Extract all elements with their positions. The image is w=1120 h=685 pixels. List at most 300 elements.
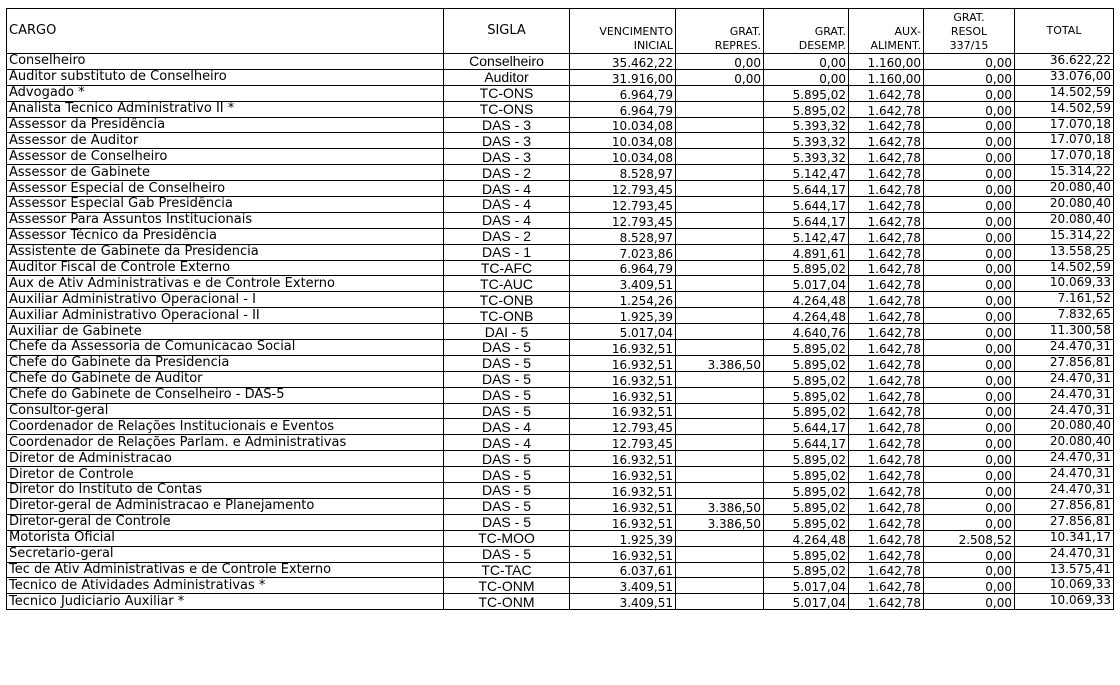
- table-row: [7, 355, 1114, 371]
- table-row: [7, 451, 1114, 467]
- cell-aux-aliment: 1.642,78: [849, 292, 924, 308]
- cell-grat-repres: [676, 276, 764, 292]
- cell-total: 11.300,58: [1015, 324, 1114, 340]
- cell-vencimento-inicial: 6.964,79: [570, 85, 676, 101]
- cell-grat-resol: 0,00: [924, 578, 1015, 594]
- cell-vencimento-inicial: 16.932,51: [570, 483, 676, 499]
- cell-grat-desemp: 5.644,17: [764, 212, 849, 228]
- cell-grat-resol: 0,00: [924, 69, 1015, 85]
- cell-total: 36.622,22: [1015, 54, 1114, 70]
- cell-sigla: TC-ONB: [444, 292, 570, 308]
- cell-total: 20.080,40: [1015, 419, 1114, 435]
- cell-grat-desemp: 5.895,02: [764, 451, 849, 467]
- cell-cargo: Assessor Para Assuntos Institucionais: [7, 212, 444, 228]
- table-row: [7, 117, 1114, 133]
- table-row: [7, 387, 1114, 403]
- cell-grat-resol: 0,00: [924, 546, 1015, 562]
- table-row: [7, 594, 1114, 610]
- cell-sigla: DAS - 4: [444, 435, 570, 451]
- cell-total: 15.314,22: [1015, 165, 1114, 181]
- header-vencimento-line2: INICIAL: [633, 39, 673, 52]
- table-row: [7, 324, 1114, 340]
- cell-total: 10.069,33: [1015, 578, 1114, 594]
- cell-aux-aliment: 1.160,00: [849, 54, 924, 70]
- cell-cargo: Diretor do Instituto de Contas: [7, 483, 444, 499]
- cell-grat-desemp: 4.640,76: [764, 324, 849, 340]
- cell-cargo: Advogado *: [7, 85, 444, 101]
- cell-cargo: Tecnico de Atividades Administrativas *: [7, 578, 444, 594]
- cell-grat-desemp: 5.895,02: [764, 371, 849, 387]
- cell-vencimento-inicial: 16.932,51: [570, 403, 676, 419]
- cell-aux-aliment: 1.642,78: [849, 498, 924, 514]
- cell-vencimento-inicial: 3.409,51: [570, 578, 676, 594]
- cell-grat-resol: 0,00: [924, 483, 1015, 499]
- header-sigla: SIGLA: [444, 9, 570, 54]
- table-row: [7, 578, 1114, 594]
- table-row: [7, 308, 1114, 324]
- cell-total: 17.070,18: [1015, 133, 1114, 149]
- cell-grat-repres: [676, 85, 764, 101]
- cell-vencimento-inicial: 1.925,39: [570, 308, 676, 324]
- cell-grat-repres: [676, 244, 764, 260]
- cell-cargo: Diretor-geral de Administracao e Planejamento: [7, 498, 444, 514]
- cell-vencimento-inicial: 16.932,51: [570, 498, 676, 514]
- cell-grat-desemp: 5.895,02: [764, 387, 849, 403]
- cell-aux-aliment: 1.642,78: [849, 133, 924, 149]
- cell-grat-desemp: 5.895,02: [764, 514, 849, 530]
- cell-total: 14.502,59: [1015, 260, 1114, 276]
- cell-aux-aliment: 1.642,78: [849, 101, 924, 117]
- cell-grat-desemp: 5.644,17: [764, 181, 849, 197]
- cell-grat-resol: 2.508,52: [924, 530, 1015, 546]
- cell-grat-resol: 0,00: [924, 292, 1015, 308]
- header-grat-resol-line3: 337/15: [949, 39, 989, 52]
- cell-cargo: Chefe do Gabinete de Auditor: [7, 371, 444, 387]
- cell-grat-resol: 0,00: [924, 451, 1015, 467]
- cell-vencimento-inicial: 6.037,61: [570, 562, 676, 578]
- cell-grat-repres: [676, 419, 764, 435]
- cell-grat-desemp: 0,00: [764, 69, 849, 85]
- cell-grat-repres: 0,00: [676, 54, 764, 70]
- cell-aux-aliment: 1.642,78: [849, 276, 924, 292]
- header-grat-resol: [924, 9, 1015, 54]
- cell-cargo: Chefe do Gabinete de Conselheiro - DAS-5: [7, 387, 444, 403]
- cell-cargo: Secretario-geral: [7, 546, 444, 562]
- cell-aux-aliment: 1.642,78: [849, 228, 924, 244]
- cell-sigla: TC-ONS: [444, 101, 570, 117]
- cell-grat-repres: 3.386,50: [676, 498, 764, 514]
- cell-cargo: Assessor Especial de Conselheiro: [7, 181, 444, 197]
- cell-grat-repres: [676, 594, 764, 610]
- cell-vencimento-inicial: 12.793,45: [570, 435, 676, 451]
- cell-sigla: TC-ONS: [444, 85, 570, 101]
- cell-sigla: TC-ONB: [444, 308, 570, 324]
- cell-grat-desemp: 5.895,02: [764, 355, 849, 371]
- cell-grat-desemp: 5.895,02: [764, 483, 849, 499]
- table-row: [7, 101, 1114, 117]
- cell-sigla: DAS - 5: [444, 451, 570, 467]
- table-row: [7, 514, 1114, 530]
- cell-total: 24.470,31: [1015, 387, 1114, 403]
- cell-grat-repres: [676, 181, 764, 197]
- cell-grat-repres: [676, 371, 764, 387]
- header-grat-repres-line1: GRAT.: [729, 25, 761, 38]
- cell-vencimento-inicial: 16.932,51: [570, 355, 676, 371]
- cell-grat-desemp: 5.895,02: [764, 101, 849, 117]
- cell-grat-desemp: 5.895,02: [764, 260, 849, 276]
- cell-grat-repres: [676, 467, 764, 483]
- table-row: [7, 260, 1114, 276]
- cell-grat-resol: 0,00: [924, 228, 1015, 244]
- cell-cargo: Assessor Especial Gab Presidência: [7, 197, 444, 213]
- cell-aux-aliment: 1.642,78: [849, 308, 924, 324]
- header-vencimento-inicial: [570, 9, 676, 54]
- cell-grat-repres: 3.386,50: [676, 514, 764, 530]
- cell-total: 10.069,33: [1015, 594, 1114, 610]
- cell-vencimento-inicial: 16.932,51: [570, 546, 676, 562]
- cell-aux-aliment: 1.642,78: [849, 467, 924, 483]
- cell-aux-aliment: 1.642,78: [849, 244, 924, 260]
- cell-aux-aliment: 1.642,78: [849, 260, 924, 276]
- cell-vencimento-inicial: 31.916,00: [570, 69, 676, 85]
- header-grat-repres-line2: REPRES.: [714, 39, 761, 52]
- cell-total: 24.470,31: [1015, 371, 1114, 387]
- cell-cargo: Tecnico Judiciario Auxiliar *: [7, 594, 444, 610]
- header-grat-repres: [676, 9, 764, 54]
- cell-vencimento-inicial: 10.034,08: [570, 117, 676, 133]
- cell-total: 15.314,22: [1015, 228, 1114, 244]
- cell-cargo: Conselheiro: [7, 54, 444, 70]
- cell-cargo: Coordenador de Relações Parlam. e Administrativas: [7, 435, 444, 451]
- cell-cargo: Chefe do Gabinete da Presidencia: [7, 355, 444, 371]
- cell-grat-resol: 0,00: [924, 101, 1015, 117]
- header-grat-desemp-line1: GRAT.: [814, 25, 846, 38]
- cell-aux-aliment: 1.642,78: [849, 530, 924, 546]
- cell-cargo: Diretor-geral de Controle: [7, 514, 444, 530]
- cell-vencimento-inicial: 1.254,26: [570, 292, 676, 308]
- table-row: [7, 149, 1114, 165]
- table-row: [7, 419, 1114, 435]
- cell-grat-desemp: 5.017,04: [764, 276, 849, 292]
- cell-sigla: DAS - 2: [444, 165, 570, 181]
- cell-total: 20.080,40: [1015, 435, 1114, 451]
- cell-sigla: DAS - 5: [444, 546, 570, 562]
- cell-aux-aliment: 1.642,78: [849, 562, 924, 578]
- cell-vencimento-inicial: 7.023,86: [570, 244, 676, 260]
- cell-grat-desemp: 5.895,02: [764, 546, 849, 562]
- cell-total: 13.558,25: [1015, 244, 1114, 260]
- cell-sigla: Auditor: [444, 69, 570, 85]
- cell-grat-repres: [676, 387, 764, 403]
- table-row: [7, 340, 1114, 356]
- cell-grat-resol: 0,00: [924, 467, 1015, 483]
- cell-aux-aliment: 1.642,78: [849, 514, 924, 530]
- cell-aux-aliment: 1.642,78: [849, 578, 924, 594]
- cell-aux-aliment: 1.642,78: [849, 355, 924, 371]
- cell-grat-resol: 0,00: [924, 387, 1015, 403]
- cell-grat-repres: [676, 117, 764, 133]
- cell-vencimento-inicial: 6.964,79: [570, 260, 676, 276]
- cell-grat-desemp: 4.264,48: [764, 308, 849, 324]
- cell-grat-desemp: 5.393,32: [764, 117, 849, 133]
- cell-total: 14.502,59: [1015, 85, 1114, 101]
- cell-total: 27.856,81: [1015, 498, 1114, 514]
- cell-vencimento-inicial: 8.528,97: [570, 228, 676, 244]
- cell-grat-resol: 0,00: [924, 133, 1015, 149]
- cell-aux-aliment: 1.642,78: [849, 165, 924, 181]
- header-cargo: CARGO: [7, 9, 444, 54]
- cell-sigla: DAS - 5: [444, 498, 570, 514]
- cell-vencimento-inicial: 16.932,51: [570, 371, 676, 387]
- table-row: [7, 498, 1114, 514]
- cell-grat-resol: 0,00: [924, 308, 1015, 324]
- header-total: TOTAL: [1015, 9, 1114, 54]
- table-row: [7, 69, 1114, 85]
- cell-total: 20.080,40: [1015, 197, 1114, 213]
- cell-vencimento-inicial: 16.932,51: [570, 340, 676, 356]
- cell-total: 24.470,31: [1015, 546, 1114, 562]
- cell-grat-resol: 0,00: [924, 562, 1015, 578]
- cell-sigla: DAS - 1: [444, 244, 570, 260]
- cell-grat-repres: [676, 212, 764, 228]
- cell-aux-aliment: 1.642,78: [849, 387, 924, 403]
- cell-grat-resol: 0,00: [924, 498, 1015, 514]
- header-aux-aliment-line2: ALIMENT.: [870, 39, 921, 52]
- cell-vencimento-inicial: 35.462,22: [570, 54, 676, 70]
- cell-grat-repres: 0,00: [676, 69, 764, 85]
- cell-sigla: DAS - 5: [444, 514, 570, 530]
- cell-vencimento-inicial: 8.528,97: [570, 165, 676, 181]
- cell-grat-repres: [676, 133, 764, 149]
- cell-grat-desemp: 4.264,48: [764, 530, 849, 546]
- cell-grat-repres: [676, 483, 764, 499]
- cell-grat-repres: [676, 308, 764, 324]
- cell-sigla: DAS - 4: [444, 419, 570, 435]
- cell-sigla: DAS - 2: [444, 228, 570, 244]
- table-row: [7, 435, 1114, 451]
- table-row: [7, 546, 1114, 562]
- cell-grat-desemp: 5.644,17: [764, 197, 849, 213]
- cell-total: 20.080,40: [1015, 181, 1114, 197]
- cell-cargo: Assessor de Auditor: [7, 133, 444, 149]
- cell-aux-aliment: 1.642,78: [849, 212, 924, 228]
- cell-sigla: DAS - 5: [444, 467, 570, 483]
- table-row: [7, 292, 1114, 308]
- cell-grat-resol: 0,00: [924, 181, 1015, 197]
- cell-grat-resol: 0,00: [924, 149, 1015, 165]
- cell-aux-aliment: 1.642,78: [849, 403, 924, 419]
- cell-cargo: Auditor substituto de Conselheiro: [7, 69, 444, 85]
- cell-grat-desemp: 5.895,02: [764, 403, 849, 419]
- table-row: [7, 228, 1114, 244]
- cell-grat-resol: 0,00: [924, 403, 1015, 419]
- table-row: [7, 133, 1114, 149]
- table-body: [7, 54, 1114, 610]
- cell-grat-repres: [676, 578, 764, 594]
- cell-grat-resol: 0,00: [924, 117, 1015, 133]
- cell-grat-repres: [676, 197, 764, 213]
- cell-vencimento-inicial: 16.932,51: [570, 451, 676, 467]
- cell-grat-desemp: 5.017,04: [764, 578, 849, 594]
- cell-vencimento-inicial: 6.964,79: [570, 101, 676, 117]
- table-row: [7, 467, 1114, 483]
- cell-grat-resol: 0,00: [924, 165, 1015, 181]
- header-grat-desemp: [764, 9, 849, 54]
- cell-aux-aliment: 1.642,78: [849, 324, 924, 340]
- cell-grat-desemp: 5.895,02: [764, 85, 849, 101]
- salary-table: [6, 8, 1114, 610]
- cell-grat-desemp: 0,00: [764, 54, 849, 70]
- cell-grat-resol: 0,00: [924, 594, 1015, 610]
- table-row: [7, 165, 1114, 181]
- cell-grat-resol: 0,00: [924, 244, 1015, 260]
- cell-grat-resol: 0,00: [924, 419, 1015, 435]
- cell-cargo: Auxiliar Administrativo Operacional - I: [7, 292, 444, 308]
- cell-grat-repres: [676, 101, 764, 117]
- cell-grat-desemp: 5.895,02: [764, 562, 849, 578]
- cell-aux-aliment: 1.642,78: [849, 85, 924, 101]
- cell-grat-repres: [676, 562, 764, 578]
- table-row: [7, 197, 1114, 213]
- cell-sigla: DAS - 5: [444, 403, 570, 419]
- cell-cargo: Consultor-geral: [7, 403, 444, 419]
- cell-total: 27.856,81: [1015, 514, 1114, 530]
- cell-vencimento-inicial: 12.793,45: [570, 212, 676, 228]
- cell-sigla: DAS - 3: [444, 133, 570, 149]
- cell-grat-repres: [676, 403, 764, 419]
- cell-total: 13.575,41: [1015, 562, 1114, 578]
- cell-vencimento-inicial: 3.409,51: [570, 594, 676, 610]
- cell-grat-resol: 0,00: [924, 85, 1015, 101]
- table-row: [7, 276, 1114, 292]
- cell-grat-desemp: 5.142,47: [764, 165, 849, 181]
- cell-cargo: Tec de Ativ Administrativas e de Controle Externo: [7, 562, 444, 578]
- cell-grat-repres: [676, 451, 764, 467]
- cell-grat-desemp: 5.017,04: [764, 594, 849, 610]
- cell-sigla: TC-AUC: [444, 276, 570, 292]
- header-grat-resol-line1: GRAT.: [953, 11, 985, 24]
- cell-grat-repres: [676, 546, 764, 562]
- cell-cargo: Diretor de Controle: [7, 467, 444, 483]
- cell-sigla: DAI - 5: [444, 324, 570, 340]
- cell-aux-aliment: 1.642,78: [849, 594, 924, 610]
- cell-sigla: DAS - 3: [444, 117, 570, 133]
- cell-aux-aliment: 1.642,78: [849, 197, 924, 213]
- cell-total: 24.470,31: [1015, 451, 1114, 467]
- cell-cargo: Auxiliar de Gabinete: [7, 324, 444, 340]
- cell-total: 10.341,17: [1015, 530, 1114, 546]
- cell-grat-resol: 0,00: [924, 371, 1015, 387]
- cell-grat-repres: [676, 228, 764, 244]
- cell-aux-aliment: 1.642,78: [849, 451, 924, 467]
- table-row: [7, 54, 1114, 70]
- cell-grat-resol: 0,00: [924, 355, 1015, 371]
- cell-cargo: Assessor da Presidência: [7, 117, 444, 133]
- cell-total: 27.856,81: [1015, 355, 1114, 371]
- cell-sigla: DAS - 5: [444, 355, 570, 371]
- cell-grat-repres: 3.386,50: [676, 355, 764, 371]
- cell-total: 17.070,18: [1015, 117, 1114, 133]
- cell-vencimento-inicial: 16.932,51: [570, 514, 676, 530]
- cell-grat-repres: [676, 165, 764, 181]
- cell-cargo: Coordenador de Relações Institucionais e Eventos: [7, 419, 444, 435]
- cell-vencimento-inicial: 12.793,45: [570, 419, 676, 435]
- cell-grat-desemp: 5.393,32: [764, 149, 849, 165]
- cell-total: 14.502,59: [1015, 101, 1114, 117]
- cell-grat-repres: [676, 340, 764, 356]
- cell-cargo: Chefe da Assessoria de Comunicacao Social: [7, 340, 444, 356]
- cell-total: 7.832,65: [1015, 308, 1114, 324]
- cell-total: 10.069,33: [1015, 276, 1114, 292]
- salary-table-container: [6, 8, 1114, 610]
- cell-aux-aliment: 1.642,78: [849, 340, 924, 356]
- cell-vencimento-inicial: 5.017,04: [570, 324, 676, 340]
- cell-grat-desemp: 5.895,02: [764, 498, 849, 514]
- table-row: [7, 371, 1114, 387]
- cell-cargo: Assessor Técnico da Presidência: [7, 228, 444, 244]
- cell-vencimento-inicial: 10.034,08: [570, 149, 676, 165]
- cell-grat-desemp: 5.895,02: [764, 467, 849, 483]
- cell-aux-aliment: 1.642,78: [849, 181, 924, 197]
- table-row: [7, 244, 1114, 260]
- cell-sigla: DAS - 5: [444, 483, 570, 499]
- cell-sigla: DAS - 5: [444, 371, 570, 387]
- cell-cargo: Auxiliar Administrativo Operacional - II: [7, 308, 444, 324]
- cell-grat-desemp: 4.891,61: [764, 244, 849, 260]
- cell-vencimento-inicial: 16.932,51: [570, 467, 676, 483]
- cell-sigla: DAS - 3: [444, 149, 570, 165]
- table-row: [7, 403, 1114, 419]
- cell-vencimento-inicial: 12.793,45: [570, 181, 676, 197]
- table-row: [7, 181, 1114, 197]
- cell-grat-repres: [676, 435, 764, 451]
- cell-total: 24.470,31: [1015, 340, 1114, 356]
- cell-sigla: TC-TAC: [444, 562, 570, 578]
- cell-total: 17.070,18: [1015, 149, 1114, 165]
- cell-sigla: DAS - 5: [444, 340, 570, 356]
- cell-sigla: TC-MOO: [444, 530, 570, 546]
- cell-vencimento-inicial: 3.409,51: [570, 276, 676, 292]
- cell-sigla: Conselheiro: [444, 54, 570, 70]
- header-aux-aliment-line1: AUX-: [894, 25, 921, 38]
- cell-grat-resol: 0,00: [924, 435, 1015, 451]
- cell-grat-repres: [676, 149, 764, 165]
- table-row: [7, 212, 1114, 228]
- cell-cargo: Assistente de Gabinete da Presidencia: [7, 244, 444, 260]
- header-grat-desemp-line2: DESEMP.: [798, 39, 846, 52]
- cell-cargo: Diretor de Administracao: [7, 451, 444, 467]
- header-row: [7, 9, 1114, 54]
- cell-total: 24.470,31: [1015, 467, 1114, 483]
- cell-total: 20.080,40: [1015, 212, 1114, 228]
- cell-total: 24.470,31: [1015, 403, 1114, 419]
- cell-cargo: Auditor Fiscal de Controle Externo: [7, 260, 444, 276]
- cell-grat-desemp: 5.142,47: [764, 228, 849, 244]
- cell-grat-resol: 0,00: [924, 340, 1015, 356]
- cell-sigla: DAS - 4: [444, 197, 570, 213]
- cell-aux-aliment: 1.642,78: [849, 419, 924, 435]
- cell-cargo: Aux de Ativ Administrativas e de Controle Externo: [7, 276, 444, 292]
- cell-grat-resol: 0,00: [924, 212, 1015, 228]
- cell-sigla: TC-AFC: [444, 260, 570, 276]
- cell-grat-resol: 0,00: [924, 276, 1015, 292]
- cell-aux-aliment: 1.642,78: [849, 483, 924, 499]
- cell-grat-resol: 0,00: [924, 514, 1015, 530]
- header-vencimento-line1: VENCIMENTO: [599, 25, 673, 38]
- cell-aux-aliment: 1.160,00: [849, 69, 924, 85]
- cell-vencimento-inicial: 1.925,39: [570, 530, 676, 546]
- table-row: [7, 483, 1114, 499]
